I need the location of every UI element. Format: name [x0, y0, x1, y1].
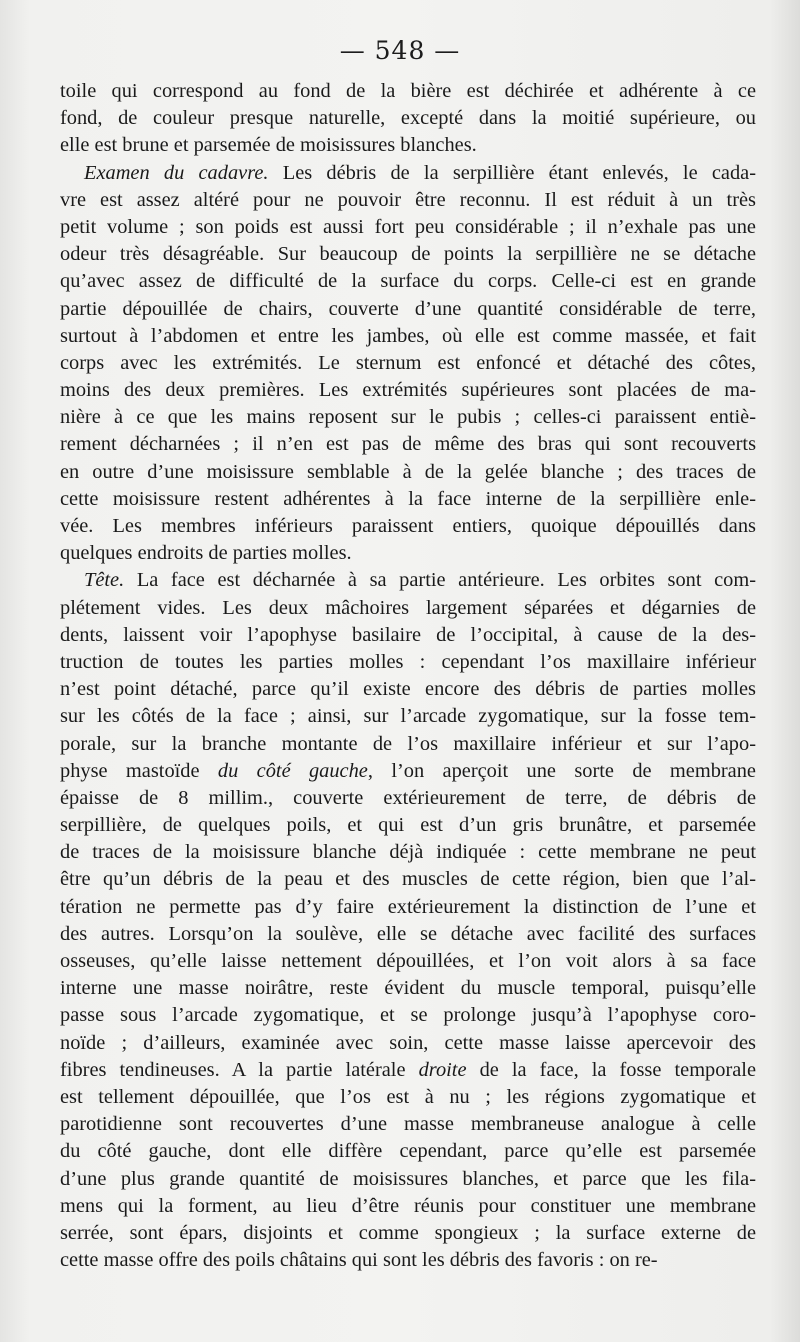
text-line: tération ne permette pas d’y faire extérieurement la distinction de l’une et: [60, 895, 756, 918]
text-line: toile qui correspond au fond de la bière est déchirée et adhérente à ce: [60, 80, 756, 102]
text-line: corps avec les extrémités. Le sternum est enfoncé et détaché des côtes,: [60, 351, 756, 374]
italic-phrase: droite: [418, 1058, 467, 1081]
text-line: partie dépouillée de chairs, couverte d’une quantité considérable de terre,: [60, 297, 756, 320]
text-line: [60, 160, 756, 187]
text-line: sur les côtés de la face ; ainsi, sur l’arcade zygomatique, sur la fosse tem-: [60, 705, 756, 728]
text-line: du côté gauche, dont elle diffère cependant, parce qu’elle est parsemée: [60, 1140, 756, 1163]
text-line: d’une plus grande quantité de moisissures blanches, et parce que les fila-: [60, 1167, 756, 1190]
italic-phrase: Tête.: [84, 569, 125, 592]
text-line: petit volume ; son poids est aussi fort peu considérable ; il n’exhale pas une: [60, 215, 756, 238]
text-line: quelques endroits de parties molles.: [60, 542, 352, 565]
text-line: en outre d’une moisissure semblable à de la gelée blanche ; des traces de: [60, 460, 756, 483]
text-line: mens qui la forment, au lieu d’être réunis pour constituer une membrane: [60, 1194, 756, 1217]
text-line: [60, 1057, 756, 1084]
text-run: physe mastoïde: [60, 759, 218, 782]
text-line: moins des deux premières. Les extrémités supérieures sont placées de ma-: [60, 379, 756, 402]
text-line: osseuses, qu’elle laisse nettement dépouillées, et l’on voit alors à sa face: [60, 950, 756, 972]
text-line: cette masse offre des poils châtains qui sont les débris des favoris : on re-: [60, 1249, 658, 1272]
text-line: passe sous l’arcade zygomatique, et se prolonge jusqu’à l’apophyse coro-: [60, 1004, 756, 1027]
text-run: , l’on aperçoit une sorte de membrane: [367, 759, 756, 782]
text-line: être qu’un débris de la peau et des muscles de cette région, bien que l’al-: [60, 868, 756, 891]
text-line: [60, 758, 756, 785]
text-line: vre est assez altéré pour ne pouvoir être reconnu. Il est réduit à un très: [60, 188, 756, 211]
text-line: serrée, sont épars, disjoints et comme spongieux ; la surface externe de: [60, 1221, 756, 1244]
text-line: truction de toutes les parties molles : cependant l’os maxillaire inférieur: [60, 650, 756, 673]
text-line: plétement vides. Les deux mâchoires largement séparées et dégarnies de: [60, 596, 756, 619]
italic-phrase: Examen du cadavre.: [84, 161, 269, 184]
text-line: [60, 567, 756, 594]
text-run: Les débris de la serpillière étant enlevés, le cada-: [268, 161, 756, 184]
text-line: interne une masse noirâtre, reste évident du muscle temporal, puisqu’elle: [60, 977, 756, 1000]
text-line: noïde ; d’ailleurs, examinée avec soin, cette masse laisse apercevoir des: [60, 1031, 756, 1054]
page-number: — 548 —: [339, 36, 461, 65]
text-line: vée. Les membres inférieurs paraissent entiers, quoique dépouillés dans: [60, 515, 756, 537]
text-line: de traces de la moisissure blanche déjà indiquée : cette membrane ne peut: [60, 841, 756, 864]
text-line: nière à ce que les mains reposent sur le pubis ; celles-ci paraissent entiè-: [60, 406, 756, 429]
text-line: dents, laissent voir l’apophyse basilaire de l’occipital, à cause de la des-: [60, 623, 756, 646]
text-line: rement décharnées ; il n’en est pas de même des bras qui sont recouverts: [60, 433, 756, 456]
text-run: de la face, la fosse temporale: [466, 1058, 756, 1081]
text-line: épaisse de 8 millim., couverte extérieurement de terre, de débris de: [60, 786, 756, 809]
text-line: parotidienne sont recouvertes d’une masse membraneuse analogue à celle: [60, 1113, 756, 1136]
text-line: elle est brune et parsemée de moisissures blanches.: [60, 134, 477, 157]
text-line: porale, sur la branche montante de l’os maxillaire inférieur et sur l’apo-: [60, 732, 756, 755]
text-run: La face est décharnée à sa partie antérieure. Les orbites sont com-: [124, 569, 756, 592]
text-line: est tellement dépouillée, que l’os est à nu ; les régions zygomatique et: [60, 1085, 756, 1108]
text-line: n’est point détaché, parce qu’il existe encore des débris de parties molles: [60, 678, 756, 701]
text-run: fibres tendineuses. A la partie latérale: [60, 1058, 419, 1081]
text-line: qu’avec assez de difficulté de la surface du corps. Celle-ci est en grande: [60, 270, 756, 293]
text-line: surtout à l’abdomen et entre les jambes, où elle est comme massée, et fait: [60, 324, 756, 347]
italic-phrase: du côté gauche: [217, 759, 368, 782]
text-line: cette moisissure restent adhérentes à la face interne de la serpillière enle-: [60, 487, 756, 510]
body-text: [60, 78, 756, 1274]
text-line: fond, de couleur presque naturelle, excepté dans la moitié supérieure, ou: [60, 107, 756, 130]
text-line: serpillière, de quelques poils, et qui est d’un gris brunâtre, et parsemée: [60, 814, 756, 837]
text-line: odeur très désagréable. Sur beaucoup de points la serpillière ne se détache: [60, 243, 756, 266]
text-line: des autres. Lorsqu’on la soulève, elle se détache avec facilité des surfaces: [60, 922, 756, 945]
